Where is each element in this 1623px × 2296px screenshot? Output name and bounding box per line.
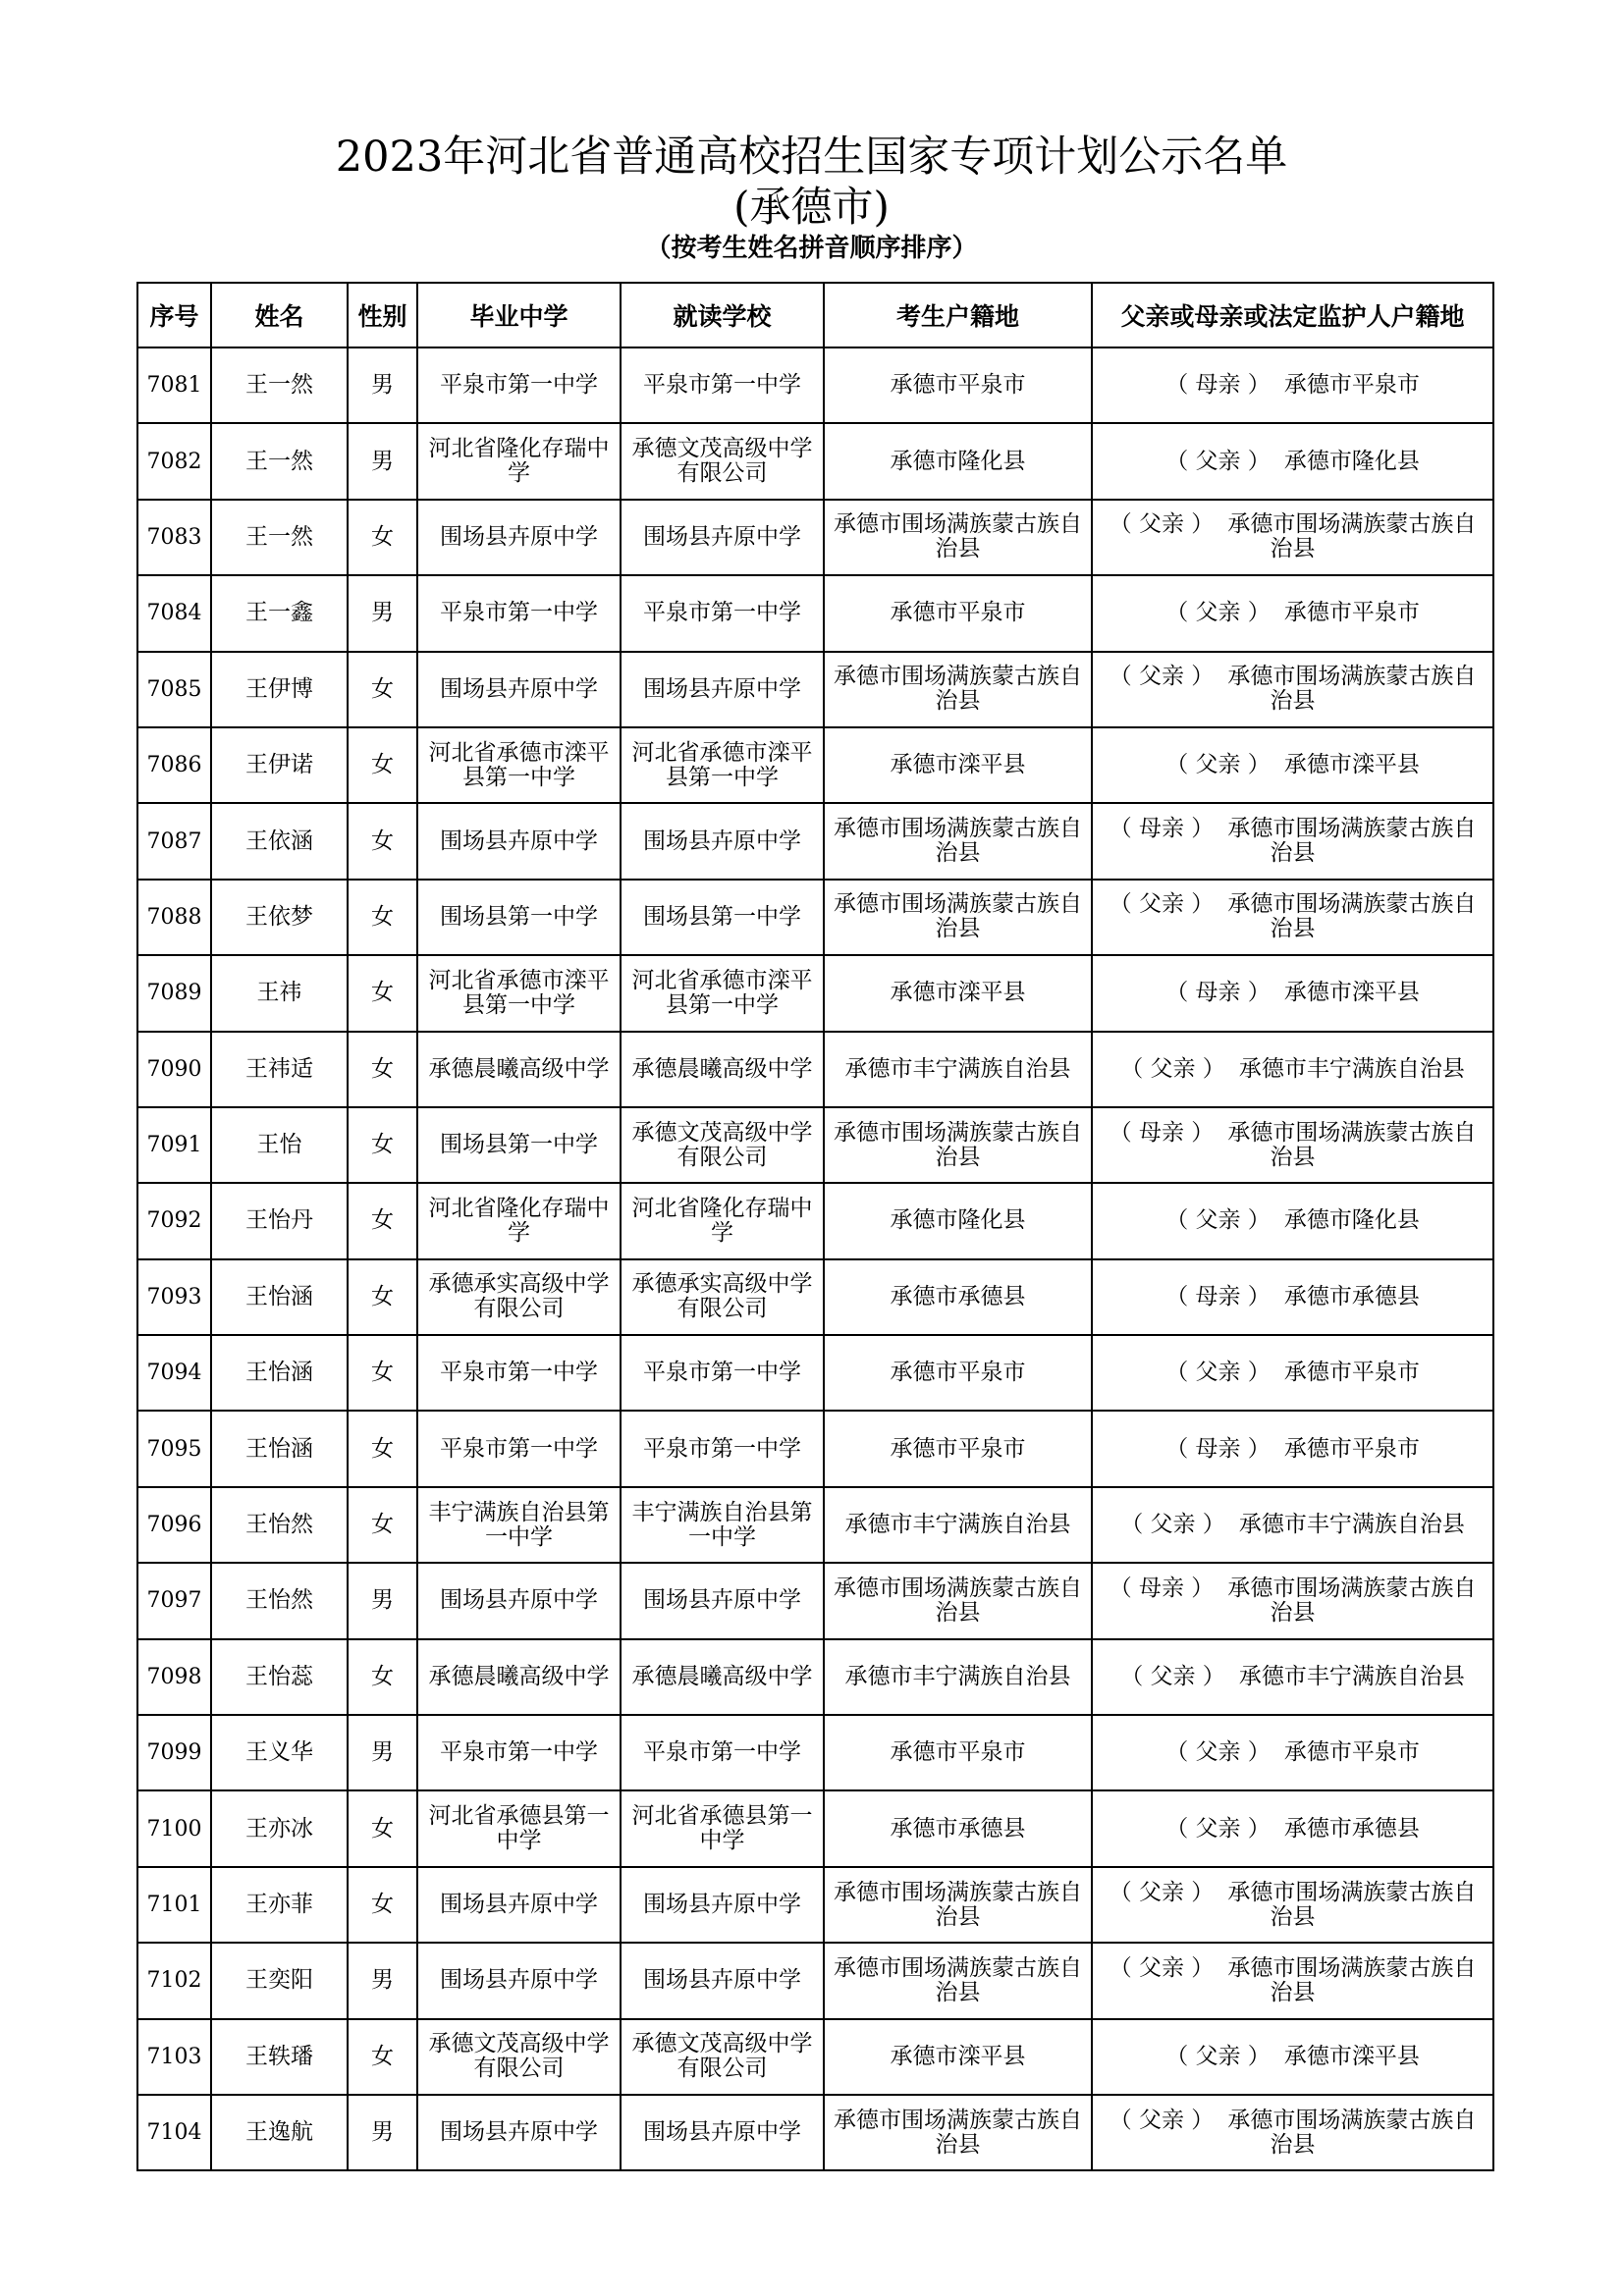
cell-residence: 承德市承德县: [824, 1790, 1092, 1866]
cell-school: 平泉市第一中学: [621, 347, 824, 423]
cell-gender: 男: [348, 423, 417, 499]
cell-name: 王一然: [211, 500, 348, 575]
cell-name: 王怡然: [211, 1487, 348, 1563]
cell-grad-school: 平泉市第一中学: [417, 1411, 621, 1486]
cell-guardian-residence: [1092, 1032, 1493, 1107]
cell-gender: 女: [348, 500, 417, 575]
cell-gender: 女: [348, 803, 417, 879]
cell-no: 7102: [137, 1943, 211, 2018]
header-name: 姓名: [211, 283, 348, 347]
cell-grad-school: 围场县卉原中学: [417, 2095, 621, 2170]
cell-name: 王怡涵: [211, 1411, 348, 1486]
cell-no: 7083: [137, 500, 211, 575]
table-row: [137, 880, 1493, 955]
cell-school: 承德文茂高级中学有限公司: [621, 423, 824, 499]
guardian-place: 承德市滦平县: [1283, 2043, 1420, 2069]
guardian-relation: （ 父亲 ）: [1109, 2107, 1215, 2133]
cell-no: 7095: [137, 1411, 211, 1486]
document-title: 2023年河北省普通高校招生国家专项计划公示名单: [335, 133, 1288, 182]
cell-gender: 女: [348, 1032, 417, 1107]
cell-grad-school: 河北省承德市滦平县第一中学: [417, 727, 621, 803]
guardian-place: 承德市围场满族蒙古族自治县: [1227, 1119, 1477, 1170]
table-row: [137, 1715, 1493, 1790]
guardian-relation: （ 父亲 ）: [1120, 1055, 1225, 1082]
guardian-relation: （ 父亲 ）: [1109, 1879, 1215, 1905]
guardian-place: 承德市平泉市: [1283, 1435, 1420, 1462]
cell-school: 平泉市第一中学: [621, 575, 824, 651]
table-row: [137, 1107, 1493, 1183]
cell-residence: 承德市围场满族蒙古族自治县: [824, 880, 1092, 955]
guardian-place: 承德市承德县: [1283, 1815, 1420, 1842]
guardian-place: 承德市滦平县: [1283, 980, 1420, 1006]
cell-residence: 承德市隆化县: [824, 423, 1092, 499]
cell-school: 围场县卉原中学: [621, 803, 824, 879]
cell-residence: 承德市平泉市: [824, 1335, 1092, 1411]
guardian-place: 承德市平泉市: [1283, 372, 1420, 399]
cell-school: 围场县卉原中学: [621, 1563, 824, 1638]
guardian-relation: （ 母亲 ）: [1165, 1435, 1271, 1462]
cell-guardian-residence: [1092, 727, 1493, 803]
guardian-relation: （ 父亲 ）: [1165, 448, 1271, 474]
cell-guardian-residence: [1092, 1790, 1493, 1866]
cell-no: 7089: [137, 955, 211, 1031]
cell-gender: 男: [348, 575, 417, 651]
cell-residence: 承德市围场满族蒙古族自治县: [824, 1867, 1092, 1943]
cell-residence: 承德市平泉市: [824, 1715, 1092, 1790]
cell-no: 7103: [137, 2019, 211, 2095]
cell-gender: 男: [348, 1563, 417, 1638]
table-row: [137, 575, 1493, 651]
cell-guardian-residence: [1092, 1715, 1493, 1790]
cell-name: 王怡然: [211, 1563, 348, 1638]
table-row: [137, 1790, 1493, 1866]
cell-guardian-residence: [1092, 1107, 1493, 1183]
cell-grad-school: 围场县卉原中学: [417, 803, 621, 879]
cell-name: 王轶璠: [211, 2019, 348, 2095]
cell-guardian-residence: [1092, 1943, 1493, 2018]
cell-grad-school: 河北省承德市滦平县第一中学: [417, 955, 621, 1031]
cell-guardian-residence: [1092, 1411, 1493, 1486]
guardian-relation: （ 父亲 ）: [1165, 1815, 1271, 1842]
cell-school: 承德晨曦高级中学: [621, 1032, 824, 1107]
cell-no: 7098: [137, 1639, 211, 1715]
table-row: [137, 1487, 1493, 1563]
guardian-relation: （ 父亲 ）: [1165, 600, 1271, 626]
table-row: [137, 2095, 1493, 2170]
cell-residence: 承德市围场满族蒙古族自治县: [824, 803, 1092, 879]
cell-grad-school: 承德晨曦高级中学: [417, 1032, 621, 1107]
sort-note: （按考生姓名拼音顺序排序）: [645, 234, 978, 263]
cell-residence: 承德市平泉市: [824, 1411, 1092, 1486]
cell-gender: 女: [348, 1335, 417, 1411]
cell-name: 王一鑫: [211, 575, 348, 651]
guardian-relation: （ 母亲 ）: [1165, 372, 1271, 399]
cell-name: 王伊诺: [211, 727, 348, 803]
cell-guardian-residence: [1092, 1335, 1493, 1411]
table-row: [137, 1411, 1493, 1486]
cell-grad-school: 围场县第一中学: [417, 1107, 621, 1183]
cell-name: 王怡涵: [211, 1259, 348, 1335]
cell-no: 7099: [137, 1715, 211, 1790]
guardian-relation: （ 父亲 ）: [1165, 1360, 1271, 1386]
cell-guardian-residence: [1092, 1639, 1493, 1715]
cell-residence: 承德市围场满族蒙古族自治县: [824, 500, 1092, 575]
cell-guardian-residence: [1092, 575, 1493, 651]
cell-school: 平泉市第一中学: [621, 1411, 824, 1486]
cell-gender: 男: [348, 1715, 417, 1790]
cell-guardian-residence: [1092, 2019, 1493, 2095]
cell-school: 围场县卉原中学: [621, 652, 824, 727]
cell-grad-school: 围场县卉原中学: [417, 500, 621, 575]
cell-residence: 承德市丰宁满族自治县: [824, 1032, 1092, 1107]
cell-guardian-residence: [1092, 803, 1493, 879]
cell-residence: 承德市承德县: [824, 1259, 1092, 1335]
table-row: [137, 1259, 1493, 1335]
cell-name: 王奕阳: [211, 1943, 348, 2018]
cell-no: 7084: [137, 575, 211, 651]
guardian-place: 承德市承德县: [1283, 1283, 1420, 1309]
cell-name: 王一然: [211, 347, 348, 423]
cell-name: 王怡丹: [211, 1183, 348, 1258]
roster-table: [136, 282, 1494, 2171]
cell-gender: 女: [348, 880, 417, 955]
cell-no: 7091: [137, 1107, 211, 1183]
table-row: [137, 803, 1493, 879]
guardian-relation: （ 父亲 ）: [1109, 664, 1215, 690]
cell-name: 王逸航: [211, 2095, 348, 2170]
table-row: [137, 1032, 1493, 1107]
cell-grad-school: 平泉市第一中学: [417, 1715, 621, 1790]
cell-grad-school: 河北省隆化存瑞中学: [417, 1183, 621, 1258]
guardian-relation: （ 母亲 ）: [1109, 1119, 1215, 1146]
cell-grad-school: 围场县卉原中学: [417, 1867, 621, 1943]
cell-guardian-residence: [1092, 500, 1493, 575]
cell-school: 承德晨曦高级中学: [621, 1639, 824, 1715]
cell-school: 围场县卉原中学: [621, 1943, 824, 2018]
cell-residence: 承德市平泉市: [824, 575, 1092, 651]
cell-name: 王伊博: [211, 652, 348, 727]
cell-no: 7092: [137, 1183, 211, 1258]
cell-name: 王怡涵: [211, 1335, 348, 1411]
cell-name: 王祎: [211, 955, 348, 1031]
cell-no: 7100: [137, 1790, 211, 1866]
cell-residence: 承德市丰宁满族自治县: [824, 1639, 1092, 1715]
cell-grad-school: 围场县卉原中学: [417, 652, 621, 727]
cell-no: 7081: [137, 347, 211, 423]
guardian-place: 承德市平泉市: [1283, 1739, 1420, 1766]
cell-no: 7096: [137, 1487, 211, 1563]
header-school: 就读学校: [621, 283, 824, 347]
table-row: [137, 955, 1493, 1031]
cell-guardian-residence: [1092, 1259, 1493, 1335]
cell-grad-school: 围场县卉原中学: [417, 1563, 621, 1638]
table-row: [137, 347, 1493, 423]
document-subtitle: (承德市): [733, 183, 890, 231]
table-row: [137, 727, 1493, 803]
cell-school: 河北省承德市滦平县第一中学: [621, 727, 824, 803]
guardian-relation: （ 母亲 ）: [1165, 980, 1271, 1006]
cell-school: 围场县卉原中学: [621, 500, 824, 575]
guardian-place: 承德市围场满族蒙古族自治县: [1227, 816, 1477, 867]
guardian-place: 承德市丰宁满族自治县: [1238, 1512, 1465, 1538]
guardian-relation: （ 父亲 ）: [1165, 2043, 1271, 2069]
cell-school: 平泉市第一中学: [621, 1715, 824, 1790]
cell-residence: 承德市丰宁满族自治县: [824, 1487, 1092, 1563]
guardian-place: 承德市平泉市: [1283, 1360, 1420, 1386]
cell-guardian-residence: [1092, 1867, 1493, 1943]
guardian-relation: （ 母亲 ）: [1165, 1283, 1271, 1309]
cell-name: 王义华: [211, 1715, 348, 1790]
header-residence: 考生户籍地: [824, 283, 1092, 347]
cell-gender: 女: [348, 1183, 417, 1258]
cell-no: 7090: [137, 1032, 211, 1107]
guardian-place: 承德市围场满族蒙古族自治县: [1227, 891, 1477, 942]
cell-name: 王怡蕊: [211, 1639, 348, 1715]
cell-name: 王依涵: [211, 803, 348, 879]
cell-grad-school: 丰宁满族自治县第一中学: [417, 1487, 621, 1563]
guardian-place: 承德市围场满族蒙古族自治县: [1227, 2107, 1477, 2158]
table-row: [137, 2019, 1493, 2095]
cell-school: 河北省隆化存瑞中学: [621, 1183, 824, 1258]
guardian-relation: （ 母亲 ）: [1109, 1575, 1215, 1601]
cell-grad-school: 平泉市第一中学: [417, 347, 621, 423]
cell-residence: 承德市滦平县: [824, 727, 1092, 803]
cell-grad-school: 承德承实高级中学有限公司: [417, 1259, 621, 1335]
cell-guardian-residence: [1092, 880, 1493, 955]
cell-name: 王一然: [211, 423, 348, 499]
cell-residence: 承德市围场满族蒙古族自治县: [824, 1563, 1092, 1638]
cell-school: 承德承实高级中学有限公司: [621, 1259, 824, 1335]
cell-school: 承德文茂高级中学有限公司: [621, 1107, 824, 1183]
cell-no: 7097: [137, 1563, 211, 1638]
cell-no: 7094: [137, 1335, 211, 1411]
cell-gender: 女: [348, 1639, 417, 1715]
cell-school: 围场县第一中学: [621, 880, 824, 955]
cell-no: 7085: [137, 652, 211, 727]
header-gender: 性别: [348, 283, 417, 347]
cell-gender: 女: [348, 1259, 417, 1335]
guardian-relation: （ 父亲 ）: [1109, 891, 1215, 918]
cell-school: 丰宁满族自治县第一中学: [621, 1487, 824, 1563]
cell-residence: 承德市滦平县: [824, 2019, 1092, 2095]
cell-school: 围场县卉原中学: [621, 1867, 824, 1943]
cell-guardian-residence: [1092, 347, 1493, 423]
cell-name: 王亦菲: [211, 1867, 348, 1943]
guardian-place: 承德市围场满族蒙古族自治县: [1227, 1879, 1477, 1930]
cell-grad-school: 河北省隆化存瑞中学: [417, 423, 621, 499]
cell-gender: 女: [348, 652, 417, 727]
cell-grad-school: 承德文茂高级中学有限公司: [417, 2019, 621, 2095]
cell-name: 王怡: [211, 1107, 348, 1183]
cell-gender: 男: [348, 2095, 417, 2170]
header-guardian-residence: 父亲或母亲或法定监护人户籍地: [1092, 283, 1493, 347]
cell-school: 平泉市第一中学: [621, 1335, 824, 1411]
cell-gender: 女: [348, 727, 417, 803]
cell-residence: 承德市隆化县: [824, 1183, 1092, 1258]
guardian-place: 承德市滦平县: [1283, 752, 1420, 778]
cell-grad-school: 围场县第一中学: [417, 880, 621, 955]
cell-no: 7088: [137, 880, 211, 955]
guardian-place: 承德市隆化县: [1283, 1207, 1420, 1234]
cell-gender: 女: [348, 1107, 417, 1183]
cell-grad-school: 平泉市第一中学: [417, 575, 621, 651]
cell-name: 王依梦: [211, 880, 348, 955]
cell-guardian-residence: [1092, 652, 1493, 727]
cell-gender: 女: [348, 1790, 417, 1866]
guardian-place: 承德市平泉市: [1283, 600, 1420, 626]
cell-residence: 承德市平泉市: [824, 347, 1092, 423]
guardian-relation: （ 父亲 ）: [1165, 1739, 1271, 1766]
table-row: [137, 1943, 1493, 2018]
cell-no: 7104: [137, 2095, 211, 2170]
table-row: [137, 1867, 1493, 1943]
cell-no: 7082: [137, 423, 211, 499]
cell-name: 王亦冰: [211, 1790, 348, 1866]
cell-school: 围场县卉原中学: [621, 2095, 824, 2170]
table-header-row: [137, 283, 1493, 347]
cell-grad-school: 承德晨曦高级中学: [417, 1639, 621, 1715]
table-row: [137, 1335, 1493, 1411]
guardian-place: 承德市围场满族蒙古族自治县: [1227, 664, 1477, 715]
cell-gender: 女: [348, 2019, 417, 2095]
guardian-relation: （ 父亲 ）: [1109, 511, 1215, 538]
cell-residence: 承德市围场满族蒙古族自治县: [824, 1107, 1092, 1183]
cell-guardian-residence: [1092, 955, 1493, 1031]
cell-gender: 女: [348, 955, 417, 1031]
guardian-place: 承德市丰宁满族自治县: [1238, 1663, 1465, 1689]
cell-no: 7086: [137, 727, 211, 803]
cell-grad-school: 河北省承德县第一中学: [417, 1790, 621, 1866]
guardian-relation: （ 父亲 ）: [1120, 1512, 1225, 1538]
cell-guardian-residence: [1092, 1183, 1493, 1258]
guardian-place: 承德市隆化县: [1283, 448, 1420, 474]
guardian-place: 承德市围场满族蒙古族自治县: [1227, 1954, 1477, 2005]
cell-grad-school: 平泉市第一中学: [417, 1335, 621, 1411]
cell-gender: 女: [348, 1867, 417, 1943]
cell-guardian-residence: [1092, 1487, 1493, 1563]
cell-no: 7093: [137, 1259, 211, 1335]
guardian-relation: （ 父亲 ）: [1165, 1207, 1271, 1234]
cell-school: 河北省承德市滦平县第一中学: [621, 955, 824, 1031]
cell-gender: 女: [348, 1411, 417, 1486]
table-row: [137, 500, 1493, 575]
table-row: [137, 652, 1493, 727]
cell-school: 承德文茂高级中学有限公司: [621, 2019, 824, 2095]
table-row: [137, 1563, 1493, 1638]
cell-residence: 承德市围场满族蒙古族自治县: [824, 1943, 1092, 2018]
cell-guardian-residence: [1092, 2095, 1493, 2170]
guardian-relation: （ 母亲 ）: [1109, 816, 1215, 842]
cell-residence: 承德市围场满族蒙古族自治县: [824, 2095, 1092, 2170]
cell-gender: 女: [348, 1487, 417, 1563]
guardian-place: 承德市围场满族蒙古族自治县: [1227, 1575, 1477, 1626]
cell-grad-school: 围场县卉原中学: [417, 1943, 621, 2018]
cell-residence: 承德市滦平县: [824, 955, 1092, 1031]
header-no: 序号: [137, 283, 211, 347]
table-row: [137, 423, 1493, 499]
cell-guardian-residence: [1092, 423, 1493, 499]
cell-no: 7087: [137, 803, 211, 879]
cell-school: 河北省承德县第一中学: [621, 1790, 824, 1866]
header-grad-school: 毕业中学: [417, 283, 621, 347]
guardian-relation: （ 父亲 ）: [1120, 1663, 1225, 1689]
cell-residence: 承德市围场满族蒙古族自治县: [824, 652, 1092, 727]
cell-gender: 男: [348, 347, 417, 423]
guardian-place: 承德市丰宁满族自治县: [1238, 1055, 1465, 1082]
guardian-place: 承德市围场满族蒙古族自治县: [1227, 511, 1477, 562]
cell-gender: 男: [348, 1943, 417, 2018]
cell-name: 王祎适: [211, 1032, 348, 1107]
guardian-relation: （ 父亲 ）: [1109, 1954, 1215, 1981]
guardian-relation: （ 父亲 ）: [1165, 752, 1271, 778]
table-row: [137, 1639, 1493, 1715]
cell-no: 7101: [137, 1867, 211, 1943]
cell-guardian-residence: [1092, 1563, 1493, 1638]
table-row: [137, 1183, 1493, 1258]
